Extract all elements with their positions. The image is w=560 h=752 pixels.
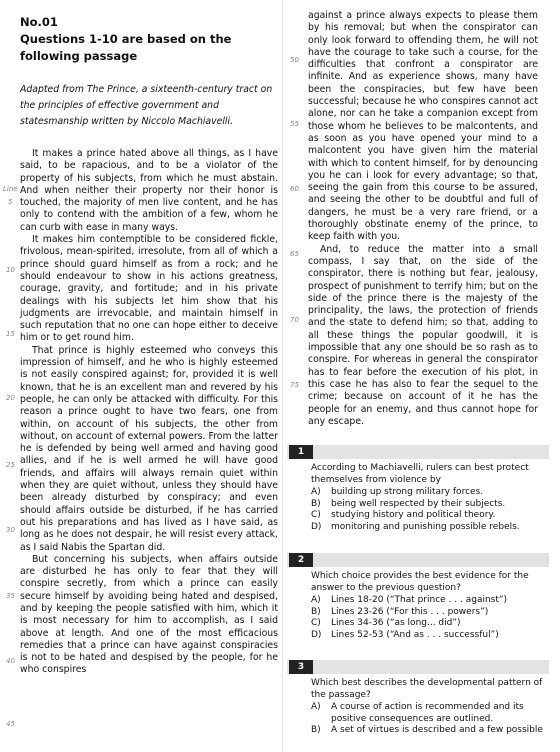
line-number: 30 [6, 526, 15, 534]
option-letter: D) [311, 629, 322, 640]
line-number: 40 [6, 657, 15, 665]
passage-number: No.01 [20, 15, 58, 29]
line-number: 20 [6, 394, 15, 402]
option-letter: A) [311, 595, 321, 606]
line-number: 70 [290, 316, 299, 324]
option-letter: B) [311, 498, 321, 509]
passage-header [20, 14, 278, 65]
option-text: being well respected by their subjects. [331, 498, 506, 509]
question-number: 1 [289, 445, 313, 459]
line-number: 5 [8, 198, 13, 206]
option-letter: D) [311, 521, 322, 532]
line-number: 75 [290, 381, 299, 389]
answer-option-a[interactable] [311, 595, 549, 607]
passage-paragraph: And, to reduce the matter into a small compass, I say that, on the side of the conspirator, there is nothing but fear, jealousy, prospect of punishment to terrify him; but on the side of the prince there is the majesty of the principality, the laws, the protection of friends and the state to defend him; so that, adding to all these things the popular goodwill, it is impossible that any one should be so rash as to conspire. For whereas in general the conspirator has to fear before the execution of his plot, in this case he has also to fear the sequel to the crime; because on account of it he has the people for an enemy, and thus cannot hope for any escape. [308, 243, 538, 427]
answer-option-d[interactable] [311, 522, 549, 534]
question-number: 3 [289, 660, 313, 674]
column-divider [282, 0, 283, 752]
passage-paragraph: It makes a prince hated above all things, as I have said, to be rapacious, and to be a violator of the property of his subjects, from which he must abstain. And when neither their property nor their honor is touched, the majority of men live content, and he has only to contend with the ambition of a few, whom he can curb with ease in many ways. [20, 148, 278, 233]
option-text: studying history and political theory. [331, 510, 496, 521]
option-text: Lines 52-53 (“And as . . . successful”) [331, 629, 499, 640]
option-letter: A) [311, 487, 321, 498]
option-text: Lines 34-36 (“as long... did”) [331, 618, 461, 629]
option-letter: B) [311, 725, 321, 736]
question-stem: Which choice provides the best evidence for the answer to the previous question? [311, 571, 529, 593]
line-number: 10 [6, 266, 15, 274]
question-2 [287, 553, 549, 642]
answer-option-a[interactable] [311, 487, 549, 499]
option-letter: C) [311, 618, 321, 629]
answer-option-a[interactable] [311, 702, 549, 725]
option-text: Lines 18-20 (“That prince . . . against”) [331, 595, 508, 606]
passage-paragraph: It makes him contemptible to be considered fickle, frivolous, mean-spirited, irresolute, from all of which a prince should guard himself as from a rock; and he should endeavour to show in his actions greatness, courage, gravity, and fortitude; and in his private dealings with his subjects let him show that his judgments are irrevocable, and maintain himself in such reputation that no one can hope either to deceive him or to get round him. [20, 234, 278, 344]
option-text: A course of action is recommended and its positive consequences are outlined. [331, 702, 524, 724]
line-label: Line [3, 185, 18, 193]
answer-option-b[interactable] [311, 607, 549, 619]
option-text: monitoring and punishing possible rebels. [331, 521, 520, 532]
answer-option-c[interactable] [311, 618, 549, 630]
passage-paragraph: But concerning his subjects, when affairs outside are disturbed he has only to fear that they will conspire secretly, from which a prince can easily secure himself by avoiding being hated and despised, and by keeping the people satisfied with him, which it is most necessary for him to accomplish, as I said above at length. And one of the most efficacious remedies that a prince can have against conspiracies is not to be hated and despised by the people, for he who conspires [20, 553, 278, 676]
line-number: 35 [6, 592, 15, 600]
line-number: 25 [6, 461, 15, 469]
question-1 [287, 445, 549, 534]
answer-option-c[interactable] [311, 510, 549, 522]
option-letter: A) [311, 702, 321, 713]
question-bar [287, 553, 549, 567]
passage-paragraph: against a prince always expects to please them by his removal; but when the conspirator can only look forward to offending them, he will not have the courage to take such a course, for the difficulties that confront a conspirator are infinite. And as experience shows, many have been the conspiracies, but few have been successful; because he who conspires cannot act alone, nor can he take a companion except from those whom he believes to be malcontents, and as soon as you have opened your mind to a malcontent you have given him the material with which to content himself, for by denouncing you he can i look for every advantage; so that, seeing the gain from this course to be assured, and seeing the other to be doubtful and full of dangers, he must be a very rare friend, or a thoroughly obstinate enemy of the prince, to keep faith with you. [308, 10, 538, 243]
line-number: 60 [290, 185, 299, 193]
option-text: A set of virtues is described and a few possible [331, 725, 543, 736]
line-number: 65 [290, 250, 299, 258]
question-stem: Which best describes the developmental pattern of the passage? [311, 678, 543, 700]
passage-paragraph: That prince is highly esteemed who conveys this impression of himself, and he who is highly esteemed is not easily conspired against; for, provided it is well known, that he is an excellent man and revered by his people, he can only be attacked with difficulty. For this reason a prince ought to have two fears, one from within, on account of his subjects, the other from without, on account of external powers. From the latter he is defended by being well armed and having good allies, and if he is well armed he will have good friends, and affairs will always remain quiet within when they are quiet without, unless they should have been already disturbed by conspiracy; and even should affairs outside be disturbed, if he has carried out his preparations and has lived as I have said, as long as he does not despair, he will resist every attack, as I said Nabis the Spartan did. [20, 344, 278, 553]
question-bar [287, 660, 549, 674]
option-text: building up strong military forces. [331, 487, 484, 498]
answer-option-b[interactable] [311, 725, 549, 737]
line-number: 45 [6, 720, 15, 728]
question-stem: According to Machiavelli, rulers can best protect themselves from violence by [311, 463, 529, 485]
question-bar [287, 445, 549, 459]
passage-intro: Adapted from The Prince, a sixteenth-century tract on the principles of effective government and statesmanship written by Niccolo Machiavelli. [20, 84, 273, 127]
question-number: 2 [289, 553, 313, 567]
answer-option-b[interactable] [311, 499, 549, 511]
line-number: 50 [290, 56, 299, 64]
answer-option-d[interactable] [311, 630, 549, 642]
option-letter: B) [311, 606, 321, 617]
passage-right-column [308, 10, 538, 428]
question-3 [287, 660, 549, 737]
line-number: 15 [6, 330, 15, 338]
passage-heading: Questions 1-10 are based on the following passage [20, 32, 232, 63]
option-text: Lines 23-26 (“For this . . . powers”) [331, 606, 489, 617]
option-letter: C) [311, 510, 321, 521]
line-number: 55 [290, 120, 299, 128]
passage-left-column [20, 148, 278, 677]
